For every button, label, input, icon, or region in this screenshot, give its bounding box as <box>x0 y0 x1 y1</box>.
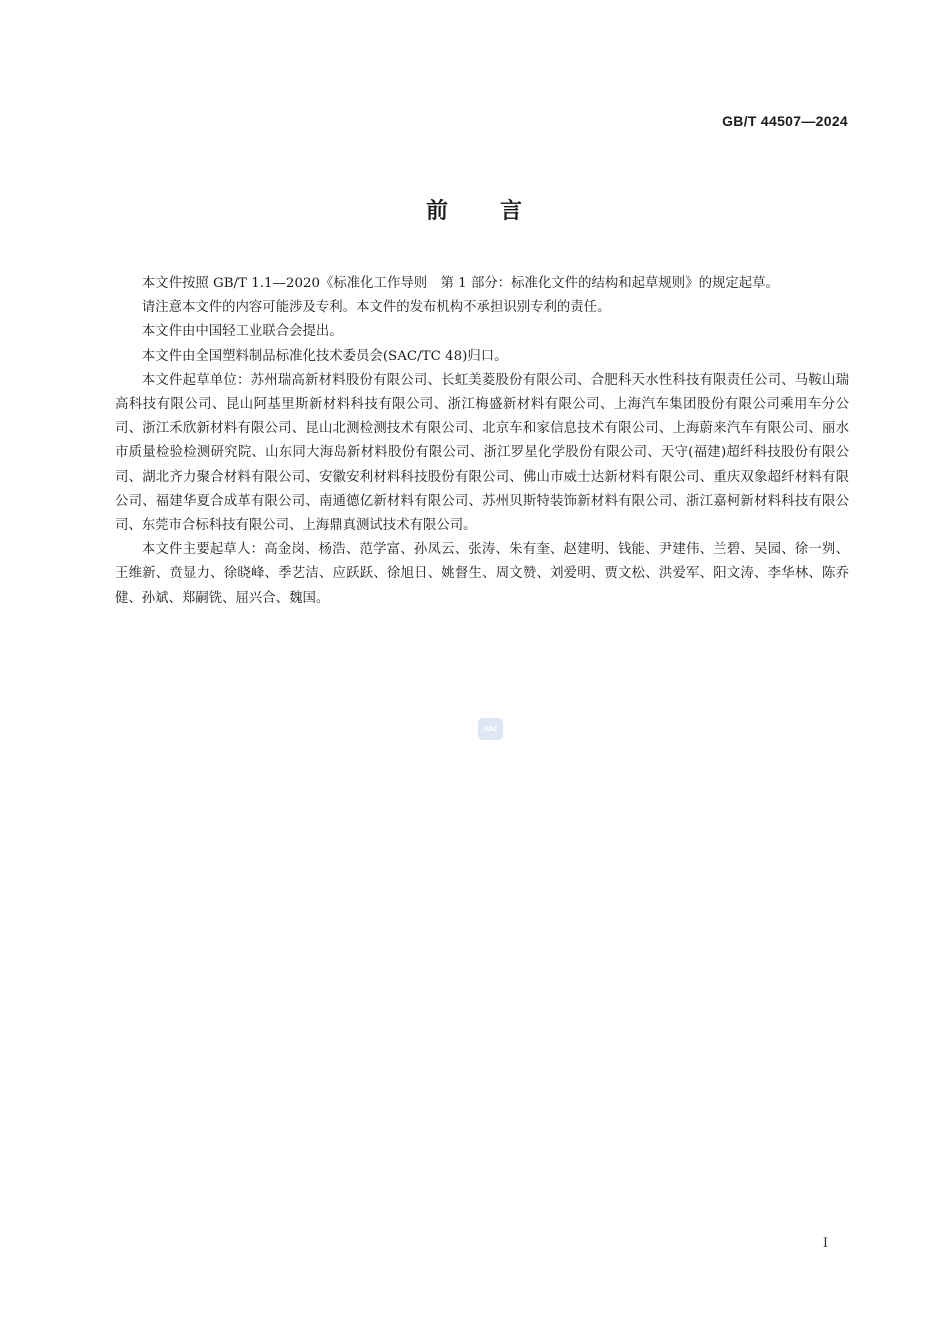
standard-code: GB/T 44507—2024 <box>722 113 848 129</box>
page-title-char-1: 前 <box>425 199 450 224</box>
paragraph-drafting-organizations: 本文件起草单位：苏州瑞高新材料股份有限公司、长虹美菱股份有限公司、合肥科天水性科技有限责任公司、马鞍山瑞高科技有限公司、昆山阿基里斯新材料科技有限公司、浙江梅盛新材料有限公司、上海汽车集团股份有限公司乘用车分公司、浙江禾欣新材料有限公司、昆山北测检测技术有限公司、北京车和家信息技术有限公司、上海蔚来汽车有限公司、丽水市质量检验检测研究院、山东同大海岛新材料股份有限公司、浙江罗星化学股份有限公司、天守(福建)超纤科技股份有限公司、湖北齐力聚合材料有限公司、安徽安利材料科技股份有限公司、佛山市威士达新材料有限公司、重庆双象超纤材料有限公司、福建华夏合成革有限公司、南通德亿新材料有限公司、苏州贝斯特装饰新材料有限公司、浙江嘉柯新材料科技有限公司、东莞市合标科技有限公司、上海鼎真测试技术有限公司。 <box>115 372 849 534</box>
sac-watermark-logo: SAC <box>478 718 503 740</box>
foreword-body <box>115 272 849 611</box>
page-number: I <box>822 1236 828 1251</box>
paragraph-patent-notice: 请注意本文件的内容可能涉及专利。本文件的发布机构不承担识别专利的责任。 <box>141 300 611 316</box>
paragraph-drafters: 本文件主要起草人：高金岗、杨浩、范学富、孙凤云、张涛、朱有奎、赵建明、钱能、尹建伟、兰碧、吴园、徐一刿、王维新、贲显力、徐晓峰、季艺洁、应跃跃、徐旭日、姚督生、周文赞、刘爱明、贾文松、洪爱军、阳文涛、李华林、陈乔健、孙斌、郑嗣铣、屈兴合、魏国。 <box>115 542 849 606</box>
paragraph-drafting-rules: 本文件按照 GB/T 1.1—2020《标准化工作导则 第 1 部分：标准化文件的结构和起草规则》的规定起草。 <box>141 276 779 291</box>
paragraph-proposer: 本文件由中国轻工业联合会提出。 <box>141 324 343 340</box>
page-title <box>0 194 950 225</box>
page-title-char-2: 言 <box>500 199 525 224</box>
paragraph-technical-committee: 本文件由全国塑料制品标准化技术委员会(SAC/TC 48)归口。 <box>141 348 508 364</box>
